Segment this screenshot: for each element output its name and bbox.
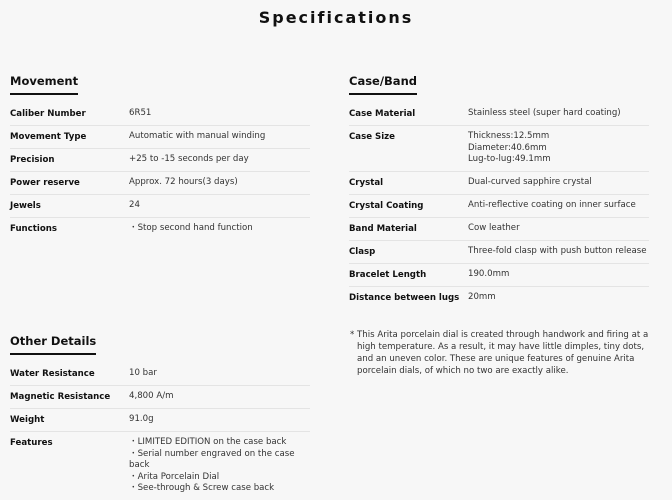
spec-label: Clasp [349,246,376,257]
spec-value [129,368,157,380]
spec-value-line: Lug-to-lug:49.1mm [468,154,551,164]
spec-value [129,223,253,236]
spec-value [129,177,238,189]
spec-value-line: ・Stop second hand function [129,223,253,233]
spec-row [349,195,649,218]
arita-dial-note: * This Arita porcelain dial is created through handwork and firing at a high temperature. As a result, it may have little dimples, tiny dots, and an uneven color. These are unique features of genuine Arita porcelain dials, of which no two are exactly alike. [350,330,649,376]
section-heading: Case/Band [349,74,417,95]
spec-value-line: ・LIMITED EDITION on the case back [129,437,287,447]
spec-value-line: ・Serial number engraved on the case back [129,448,295,470]
spec-label: Weight [10,415,45,425]
spec-row [349,241,649,264]
spec-label: Caliber Number [10,109,86,119]
spec-value [129,414,154,426]
spec-value-line: 20mm [468,291,496,302]
spec-value [129,108,151,120]
spec-value-line: 24 [129,200,140,210]
spec-value [468,292,496,305]
spec-value [468,131,551,166]
spec-value-line: ・See-through & Screw case back [129,483,275,493]
spec-row [10,386,310,409]
spec-value-line: Cow leather [468,222,520,233]
spec-row [349,103,649,126]
spec-table [10,103,310,241]
page-title: Specifications [258,8,414,27]
spec-value [468,108,621,120]
spec-row [10,218,310,241]
movement-section [10,70,310,241]
spec-value-line: 91.0g [129,414,154,424]
spec-value [129,200,140,212]
spec-value-line: Diameter:40.6mm [468,142,547,153]
spec-label: Crystal Coating [349,200,424,211]
spec-table [10,363,310,500]
spec-value-line: Anti-reflective coating on inner surface [468,199,636,210]
spec-label: Case Size [349,132,396,142]
spec-value [468,223,520,235]
spec-label: Bracelet Length [349,269,427,280]
spec-row [10,409,310,432]
spec-row [10,103,310,126]
other-details-section [10,330,310,500]
spec-table [349,103,649,309]
spec-value [468,177,592,189]
spec-row [349,126,649,172]
spec-label: Jewels [10,201,41,211]
spec-row [10,172,310,195]
spec-label: Functions [10,224,57,234]
spec-row [10,149,310,172]
spec-label: Movement Type [10,132,87,142]
section-heading: Movement [10,74,78,95]
spec-label: Band Material [349,223,417,234]
spec-value-line: Stainless steel (super hard coating) [468,108,621,118]
spec-label: Power reserve [10,178,80,188]
spec-row [10,363,310,386]
case-band-section [349,70,649,309]
spec-value [129,131,265,143]
spec-row [10,432,310,500]
spec-value-line: Thickness:12.5mm [468,131,550,141]
spec-label: Precision [10,155,55,165]
spec-row [349,218,649,241]
spec-row [349,172,649,195]
spec-row [349,264,649,287]
spec-value-line: +25 to -15 seconds per day [129,154,249,164]
spec-value-line: Dual-curved sapphire crystal [468,176,592,187]
spec-value [468,269,509,281]
spec-row [10,126,310,149]
section-heading: Other Details [10,334,96,355]
spec-label: Water Resistance [10,369,95,379]
spec-row [10,195,310,218]
spec-value [129,437,310,495]
spec-value-line: Automatic with manual winding [129,131,266,141]
spec-label: Crystal [349,177,384,188]
spec-value-line: 6R51 [129,108,152,118]
spec-value [129,154,249,166]
spec-value-line: 4,800 A/m [129,391,174,401]
spec-row [349,287,649,310]
spec-value-line: 190.0mm [468,268,510,279]
spec-value-line: Three-fold clasp with push button release [468,245,647,256]
spec-value [468,200,636,212]
spec-label: Features [10,438,53,448]
spec-value-line: Approx. 72 hours(3 days) [129,177,238,187]
spec-value [129,391,173,403]
spec-label: Distance between lugs [349,292,460,303]
spec-label: Case Material [349,109,416,119]
spec-value-line: ・Arita Porcelain Dial [129,471,220,482]
spec-value [468,246,647,258]
spec-value-line: 10 bar [129,368,157,378]
spec-label: Magnetic Resistance [10,392,111,402]
